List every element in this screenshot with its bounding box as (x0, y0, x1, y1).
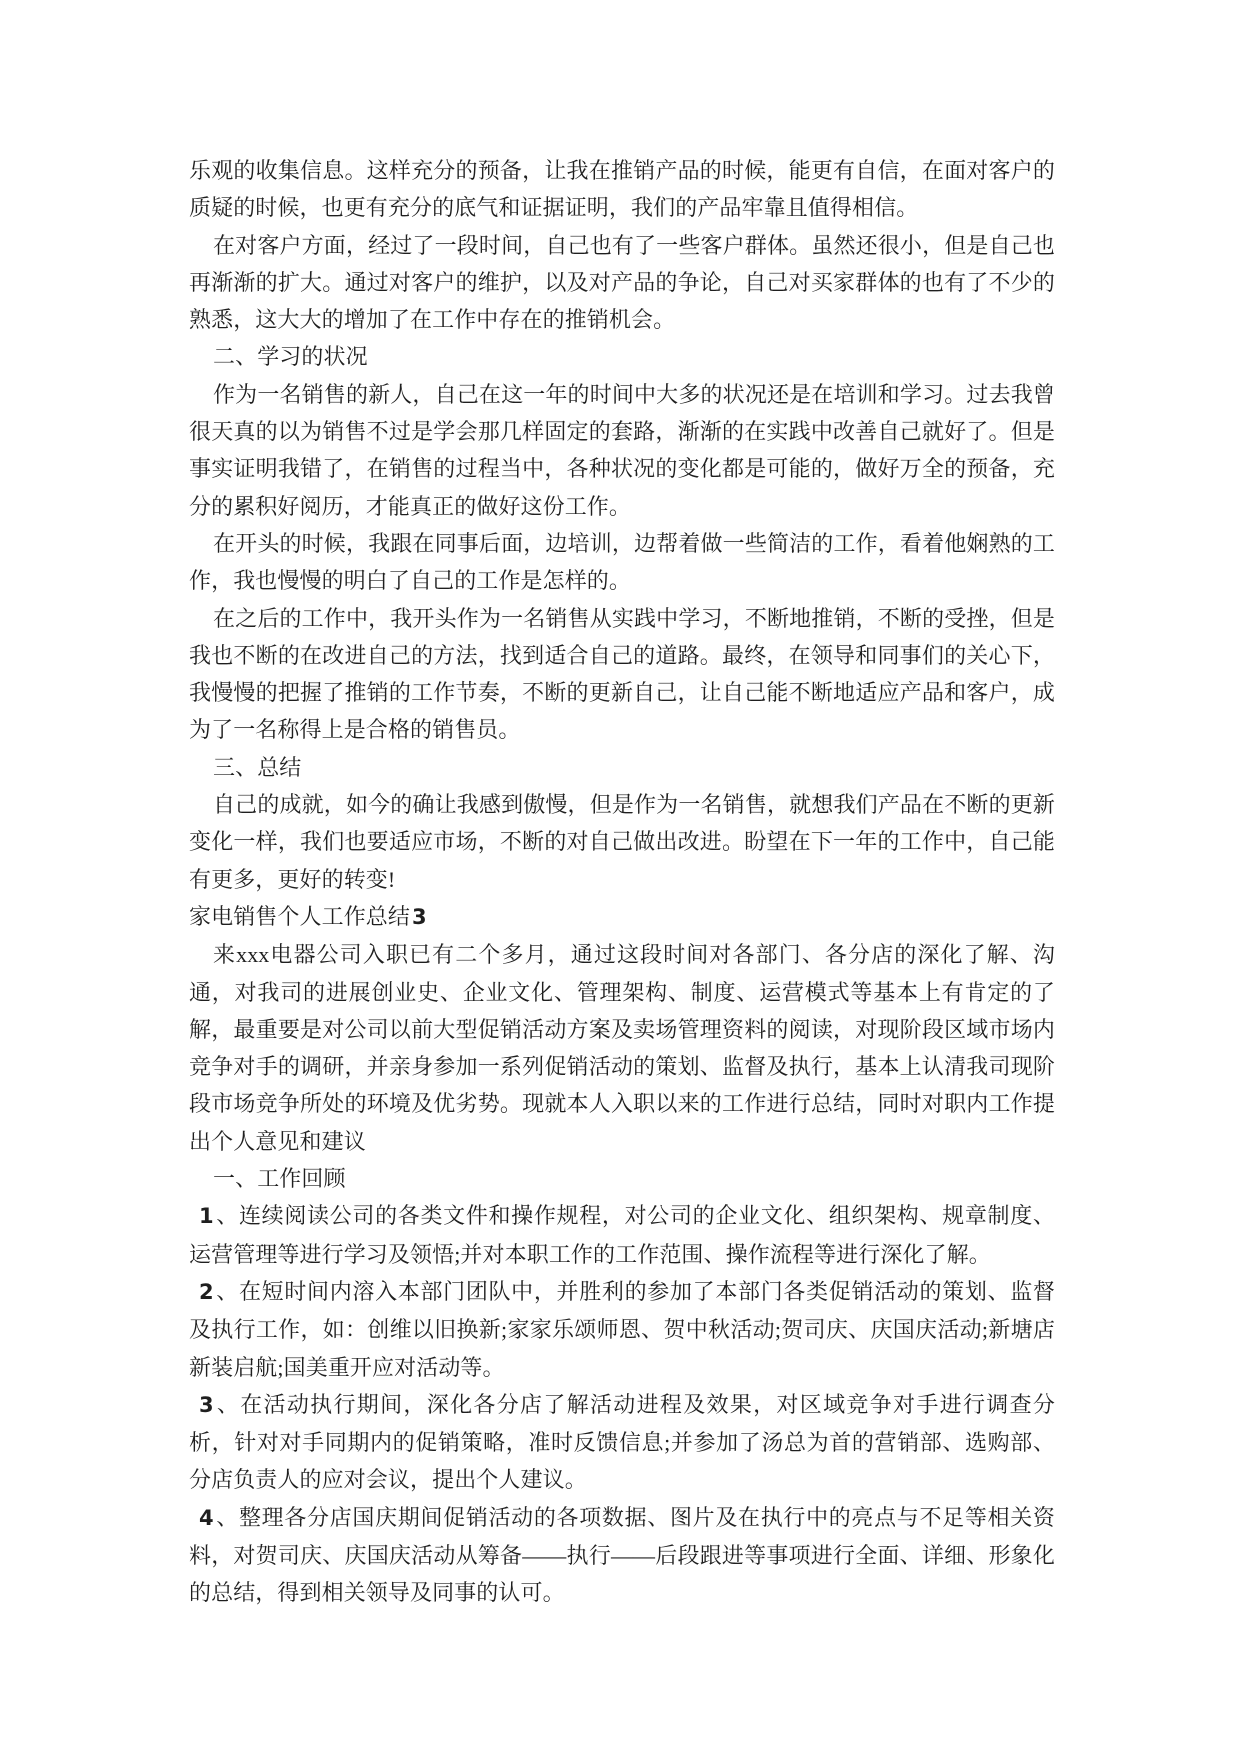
text-run: 在之后的工作中，我开头作为一名销售从实践中学习，不断地推销，不断的受挫，但是我也不断的在改进自己的方法，找到适合自己的道路。最终，在领导和同事们的关心下，我慢慢的把握了推销的工作节奏，不断的更新自己，让自己能不断地适应产品和客户，成为了一名称得上是合格的销售员。 (189, 605, 1055, 743)
text-run: 二、学习的状况 (213, 344, 368, 370)
text-run: 在开头的时候，我跟在同事后面，边培训，边帮着做一些简洁的工作，看着他娴熟的工作，我也慢慢的明白了自己的工作是怎样的。 (189, 530, 1055, 594)
text-run: 一、工作回顾 (213, 1166, 346, 1192)
section-heading (189, 338, 1055, 375)
paragraph-continuation (189, 152, 1055, 227)
section-heading (189, 749, 1055, 786)
list-item (189, 1197, 1055, 1273)
text-run: 、在短时间内溶入本部门团队中，并胜利的参加了本部门各类促销活动的策划、监督及执行工作，如：创维以旧换新;家家乐颂师恩、贺中秋活动;贺司庆、庆国庆活动;新塘店新装启航;国美重开应对活动等。 (189, 1278, 1055, 1380)
text-run: 家电销售个人工作总结 (189, 903, 411, 929)
doc-section-title (189, 898, 1055, 936)
paragraph (189, 936, 1055, 1160)
text-run: 自己的成就，如今的确让我感到傲慢，但是作为一名销售，就想我们产品在不断的更新变化一样，我们也要适应市场，不断的对自己做出改进。盼望在下一年的工作中，自己能有更多，更好的转变! (189, 792, 1055, 892)
list-number: 2 (199, 1279, 214, 1304)
paragraph (189, 786, 1055, 898)
list-number: 3 (412, 904, 427, 929)
text-run: 三、总结 (213, 754, 302, 780)
paragraph (189, 525, 1055, 600)
list-number: 3 (199, 1392, 214, 1417)
text-run: 、连续阅读公司的各类文件和操作规程，对公司的企业文化、组织架构、规章制度、运营管理等进行学习及领悟;并对本职工作的工作范围、操作流程等进行深化了解。 (189, 1203, 1055, 1267)
text-run: 作为一名销售的新人，自己在这一年的时间中大多的状况还是在培训和学习。过去我曾很天真的以为销售不过是学会那几样固定的套路，渐渐的在实践中改善自己就好了。但是事实证明我错了，在销售的过程当中，各种状况的变化都是可能的，做好万全的预备，充分的累积好阅历，才能真正的做好这份工作。 (189, 381, 1055, 519)
text-run: 在对客户方面，经过了一段时间，自己也有了一些客户群体。虽然还很小，但是自己也再渐渐的扩大。通过对客户的维护，以及对产品的争论，自己对买家群体的也有了不少的熟悉，这大大的增加了在工作中存在的推销机会。 (189, 232, 1055, 333)
paragraph (189, 376, 1055, 525)
text-run: 乐观的收集信息。这样充分的预备，让我在推销产品的时候，能更有自信，在面对客户的质疑的时候，也更有充分的底气和证据证明，我们的产品牢靠且值得相信。 (189, 158, 1055, 221)
text-run: 、整理各分店国庆期间促销活动的各项数据、图片及在执行中的亮点与不足等相关资料，对贺司庆、庆国庆活动从筹备——执行——后段跟进等事项进行全面、详细、形象化的总结，得到相关领导及同事的认可。 (189, 1504, 1055, 1606)
document-content (189, 152, 1055, 1612)
text-run: 、在活动执行期间，深化各分店了解活动进程及效果，对区域竞争对手进行调查分析，针对对手同期内的促销策略，准时反馈信息;并参加了汤总为首的营销部、选购部、分店负责人的应对会议，提出个人建议。 (189, 1391, 1055, 1493)
text-run: 来xxx电器公司入职已有二个多月，通过这段时间对各部门、各分店的深化了解、沟通，对我司的进展创业史、企业文化、管理架构、制度、运营模式等基本上有肯定的了解，最重要是对公司以前大型促销活动方案及卖场管理资料的阅读，对现阶段区域市场内竞争对手的调研，并亲身参加一系列促销活动的策划、监督及执行，基本上认清我司现阶段市场竞争所处的环境及优劣势。现就本人入职以来的工作进行总结，同时对职内工作提出个人意见和建议 (189, 942, 1055, 1154)
paragraph (189, 600, 1055, 749)
list-item (189, 1386, 1055, 1499)
list-item (189, 1499, 1055, 1612)
section-heading (189, 1160, 1055, 1197)
paragraph (189, 227, 1055, 339)
list-number: 4 (199, 1505, 214, 1530)
list-number: 1 (199, 1204, 214, 1229)
list-item (189, 1273, 1055, 1386)
